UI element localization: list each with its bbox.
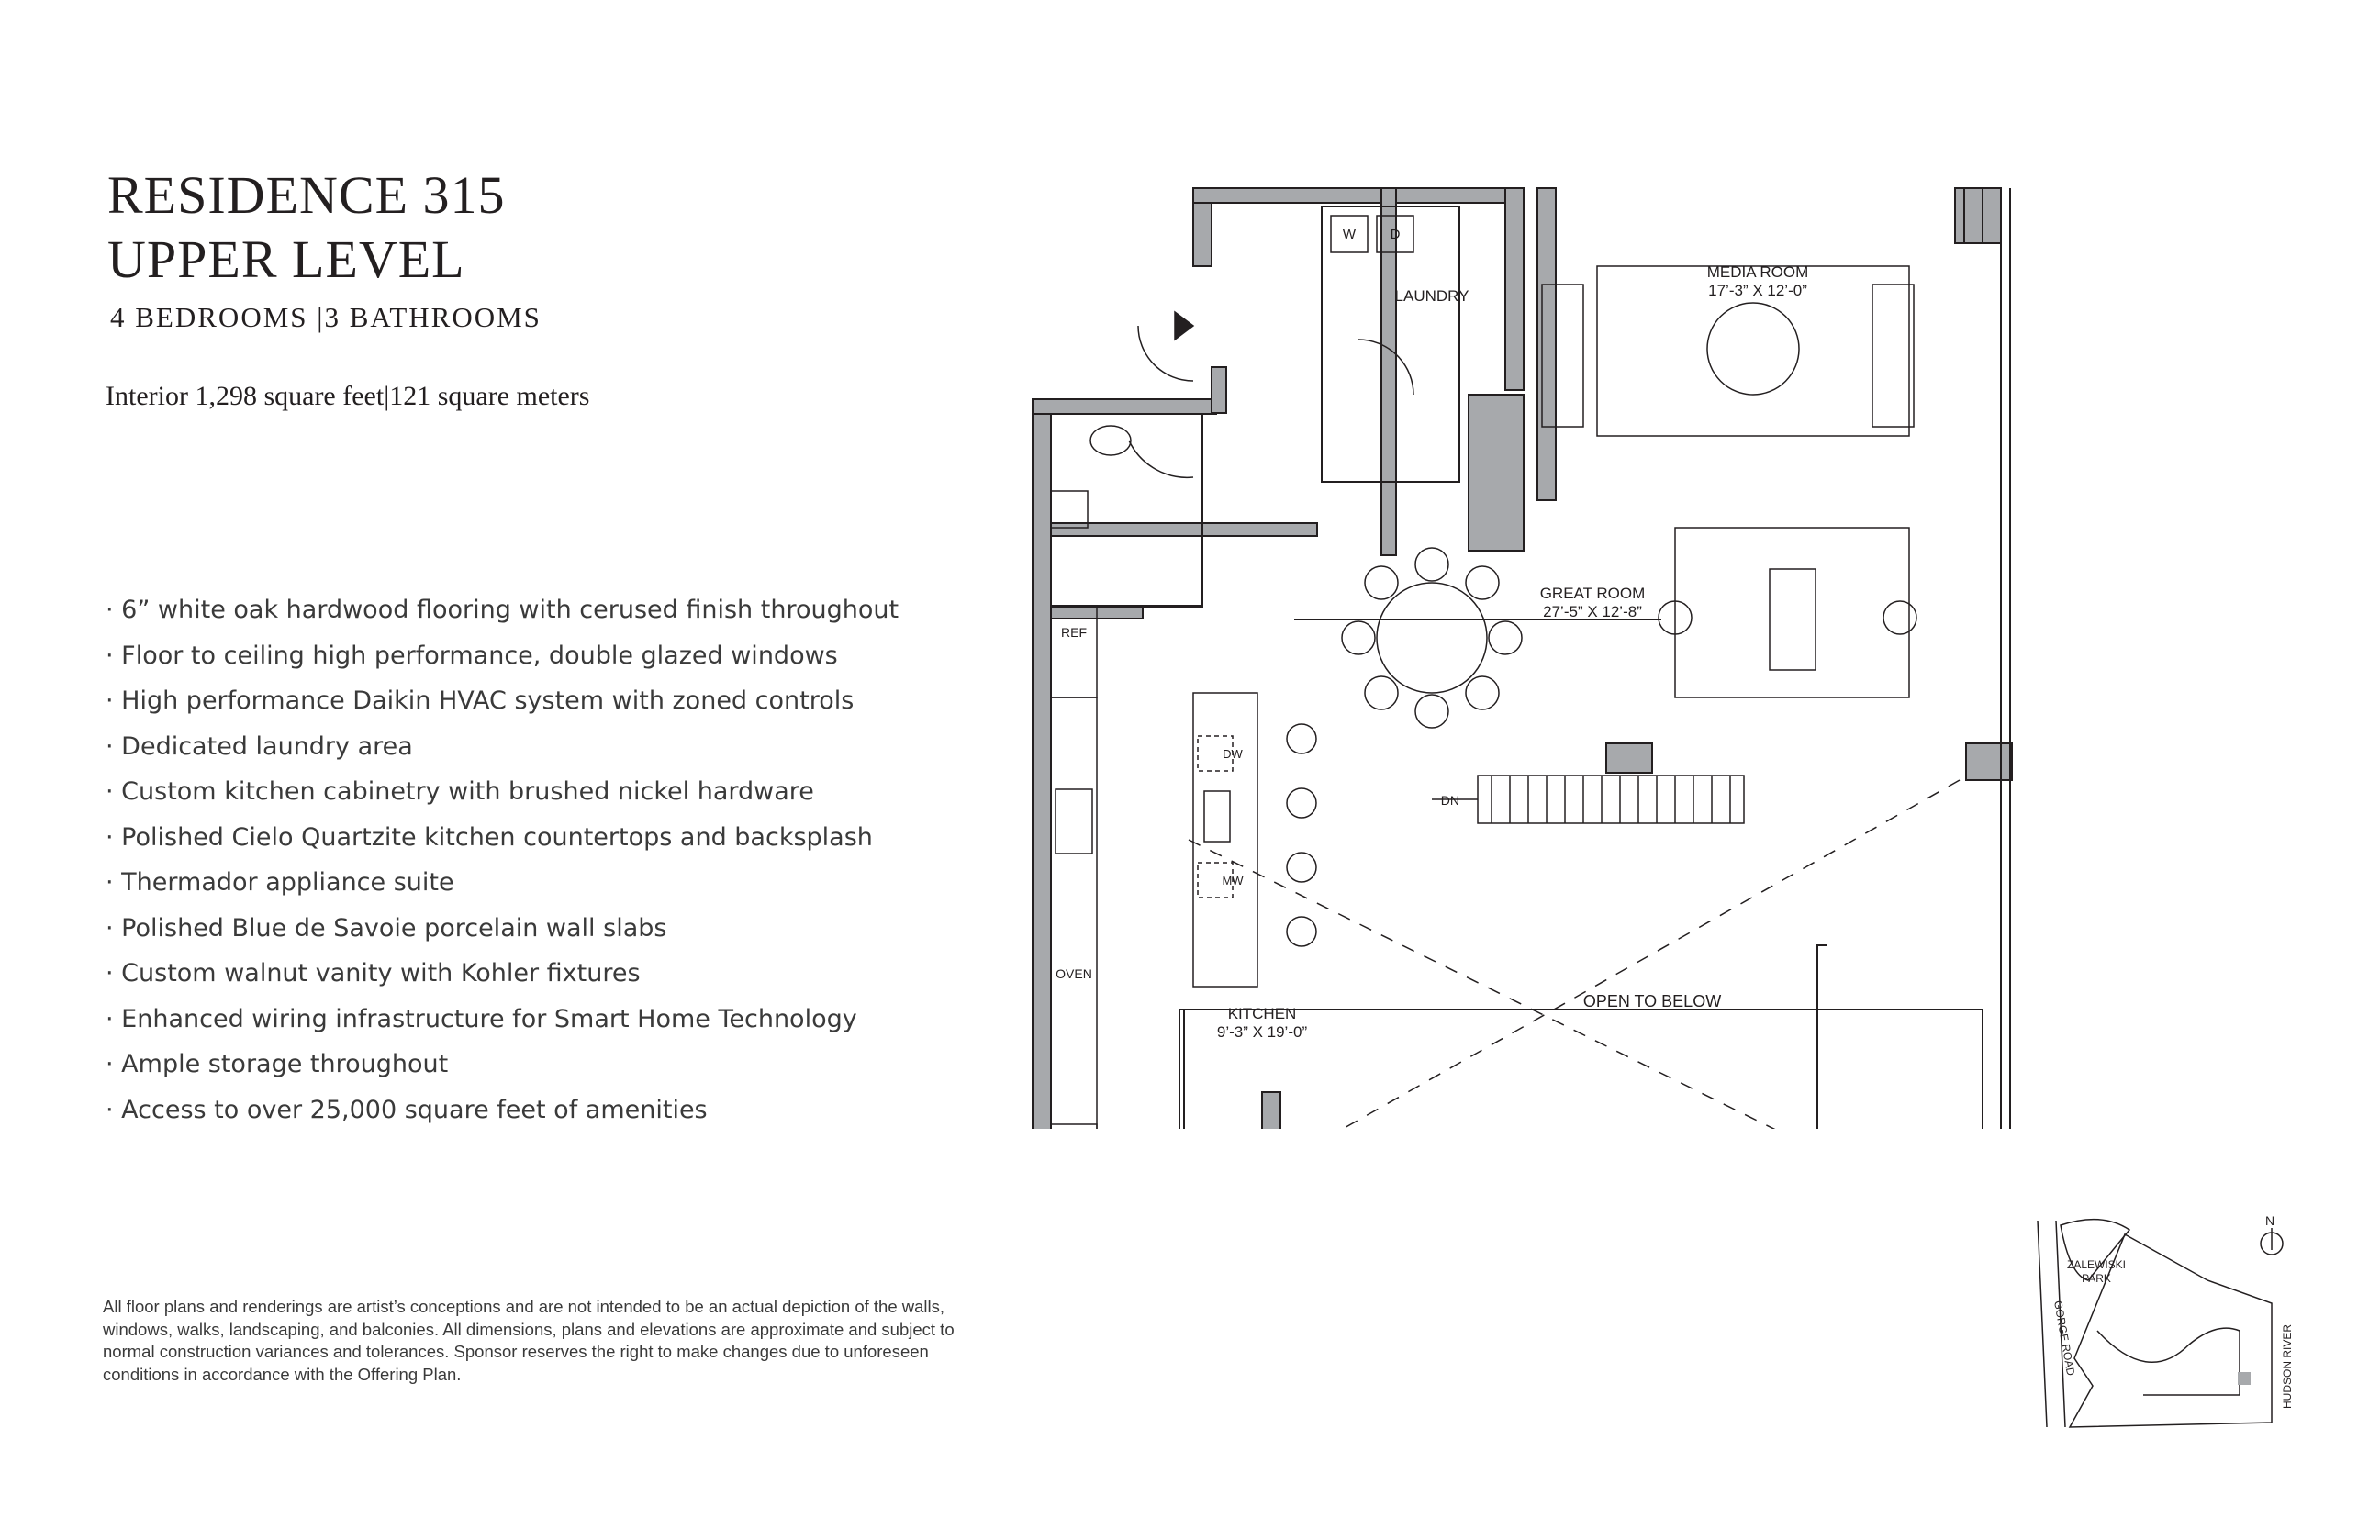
kitchen-dims: 9’-3” X 19’-0” (1216, 1023, 1308, 1041)
sofa (1872, 285, 1914, 427)
island-sink (1204, 791, 1230, 842)
chair (1489, 621, 1522, 654)
counter (1051, 697, 1097, 1129)
media-room-dims: 17’-3” X 12’-0” (1708, 282, 1807, 299)
feature-item: · High performance Daikin HVAC system with zoned controls (106, 678, 899, 724)
stair-dn-label: DN (1440, 793, 1459, 808)
feature-item: · Polished Cielo Quartzite kitchen countertops and backsplash (106, 815, 899, 861)
wall (1051, 523, 1317, 536)
stool (1287, 853, 1316, 882)
feature-item: · Thermador appliance suite (106, 860, 899, 906)
wall (1964, 188, 1983, 243)
road-edge (2038, 1221, 2047, 1427)
feature-item: · Access to over 25,000 square feet of amenities (106, 1088, 899, 1133)
wall (1469, 395, 1524, 551)
dw-label: DW (1223, 747, 1243, 761)
chair (1466, 566, 1499, 599)
stool (1287, 788, 1316, 818)
legal-disclaimer: All floor plans and renderings are artist’s conceptions and are not intended to be an actual depiction of the walls, windows, walks, landscaping, and balconies. All dimensions, plans and elevations are approximate and subject to normal construction variances and tolerances. Sponsor reserves the right to make changes due to unforeseen conditions in accordance with the Offering Plan. (103, 1297, 955, 1384)
feature-item: · 6” white oak hardwood flooring with cerused finish throughout (106, 587, 899, 633)
great-room-label: GREAT ROOM (1539, 585, 1646, 602)
door-swing (1129, 441, 1193, 477)
exterior-window (1262, 188, 2010, 1129)
chair (1466, 676, 1499, 709)
mw-label: MW (1222, 874, 1244, 887)
feature-item: · Polished Blue de Savoie porcelain wall slabs (106, 906, 899, 952)
wall (1505, 188, 1524, 390)
wall (1262, 1092, 1280, 1129)
stair (1432, 776, 1744, 823)
toilet (1090, 426, 1131, 455)
kitchen-label: KITCHEN (1227, 1005, 1297, 1022)
bathroom (1051, 414, 1202, 607)
dining-table (1377, 583, 1487, 693)
park-label-1: ZALEWISKI (2066, 1258, 2127, 1271)
stool (1287, 724, 1316, 753)
river-label: HUDSON RIVER (2281, 1323, 2294, 1409)
feature-item: · Custom walnut vanity with Kohler fixtures (106, 951, 899, 997)
feature-item: · Ample storage throughout (106, 1042, 899, 1088)
wall (1212, 367, 1226, 413)
feature-item: · Dedicated laundry area (106, 724, 899, 770)
wall (1193, 188, 1505, 203)
open-below-label: OPEN TO BELOW (1582, 992, 1722, 1010)
coffee-table (1770, 569, 1816, 670)
chair (1415, 695, 1448, 728)
oven (1051, 1124, 1097, 1129)
cooktop (1056, 789, 1092, 854)
ottoman (1707, 303, 1799, 395)
chair (1365, 676, 1398, 709)
ref-label: REF (1061, 625, 1087, 640)
title-line-2: UPPER LEVEL (107, 229, 465, 289)
chair (1342, 621, 1375, 654)
feature-item: · Custom kitchen cabinetry with brushed nickel hardware (106, 769, 899, 815)
chair (1415, 548, 1448, 581)
washer-label: W (1342, 227, 1357, 242)
feature-list (106, 587, 899, 1133)
wall (1966, 743, 2012, 780)
wall (1381, 188, 1396, 555)
media-room-label: MEDIA ROOM (1706, 263, 1809, 281)
laundry-label: LAUNDRY (1394, 287, 1469, 305)
floor-plan (1028, 174, 2019, 1129)
door-swing (1138, 326, 1193, 381)
wall (1033, 399, 1216, 414)
wall (1606, 743, 1652, 773)
north-label: N (2265, 1213, 2275, 1228)
wall (1537, 188, 1556, 500)
feature-item: · Floor to ceiling high performance, double glazed windows (106, 633, 899, 679)
location-map (2019, 1193, 2322, 1441)
oven-label: OVEN (1056, 966, 1092, 981)
open-to-below-cross (1189, 780, 1960, 1129)
exterior-outline (1051, 188, 2001, 1129)
feature-item: · Enhanced wiring infrastructure for Smart Home Technology (106, 997, 899, 1043)
title-line-1: RESIDENCE 315 (107, 165, 506, 225)
road-label: GORGE ROAD (2051, 1300, 2078, 1377)
living-rug (1675, 528, 1909, 697)
stool (1287, 917, 1316, 946)
site-path (2097, 1328, 2240, 1395)
dryer-label: D (1390, 227, 1401, 242)
residence-title (107, 163, 506, 292)
bed-bath-count: 4 BEDROOMS |3 BATHROOMS (110, 301, 542, 333)
kitchen-island (1193, 693, 1257, 987)
building-marker (2238, 1372, 2251, 1385)
side-table (1883, 601, 1916, 634)
chair (1365, 566, 1398, 599)
entry-arrow (1175, 312, 1193, 340)
wall (1033, 399, 1051, 1129)
great-room-dims: 27’-5” X 12’-8” (1543, 603, 1642, 620)
interior-area: Interior 1,298 square feet|121 square meters (106, 381, 590, 411)
park-label-2: PARK (2082, 1272, 2111, 1285)
